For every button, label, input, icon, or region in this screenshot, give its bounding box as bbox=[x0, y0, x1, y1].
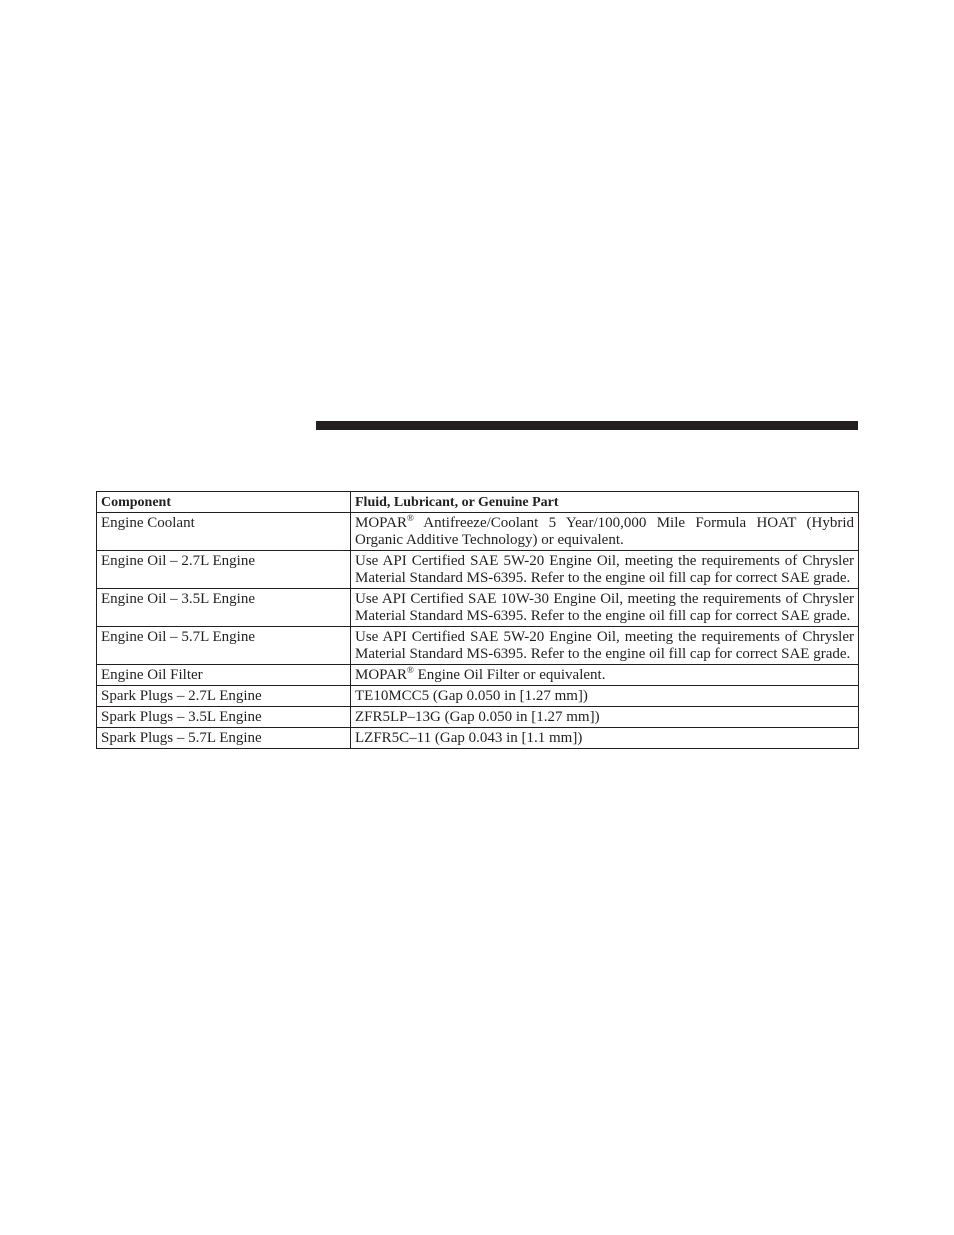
table-row bbox=[97, 707, 859, 728]
part-cell: Use API Certified SAE 5W-20 Engine Oil, meeting the requirements of Chrysler Material Standard MS-6395. Refer to the engine oil fill cap for correct SAE grade. bbox=[351, 627, 859, 665]
table-row bbox=[97, 589, 859, 627]
table-row bbox=[97, 551, 859, 589]
component-cell: Engine Oil – 2.7L Engine bbox=[97, 551, 351, 589]
registered-mark: ® bbox=[406, 513, 414, 523]
component-cell: Engine Oil – 5.7L Engine bbox=[97, 627, 351, 665]
table-row bbox=[97, 686, 859, 707]
part-cell: ZFR5LP–13G (Gap 0.050 in [1.27 mm]) bbox=[351, 707, 859, 728]
part-cell: Use API Certified SAE 10W-30 Engine Oil, meeting the requirements of Chrysler Material Standard MS-6395. Refer to the engine oil fill cap for correct SAE grade. bbox=[351, 589, 859, 627]
section-header-rule bbox=[316, 421, 858, 430]
part-cell: MOPAR® Antifreeze/Coolant 5 Year/100,000 Mile Formula HOAT (Hybrid Organic Additive Technology) or equivalent. bbox=[351, 513, 859, 551]
component-cell: Engine Oil Filter bbox=[97, 665, 351, 686]
part-cell: Use API Certified SAE 5W-20 Engine Oil, meeting the requirements of Chrysler Material Standard MS-6395. Refer to the engine oil fill cap for correct SAE grade. bbox=[351, 551, 859, 589]
registered-mark: ® bbox=[406, 665, 414, 675]
part-cell: LZFR5C–11 (Gap 0.043 in [1.1 mm]) bbox=[351, 728, 859, 749]
component-cell: Engine Oil – 3.5L Engine bbox=[97, 589, 351, 627]
table-row bbox=[97, 665, 859, 686]
component-cell: Spark Plugs – 5.7L Engine bbox=[97, 728, 351, 749]
column-header-part: Fluid, Lubricant, or Genuine Part bbox=[351, 492, 859, 513]
table-row bbox=[97, 627, 859, 665]
fluids-lubricants-table bbox=[96, 491, 859, 749]
table-row bbox=[97, 728, 859, 749]
component-cell: Engine Coolant bbox=[97, 513, 351, 551]
table-header-row bbox=[97, 492, 859, 513]
column-header-component: Component bbox=[97, 492, 351, 513]
component-cell: Spark Plugs – 3.5L Engine bbox=[97, 707, 351, 728]
table-row bbox=[97, 513, 859, 551]
part-cell: MOPAR® Engine Oil Filter or equivalent. bbox=[351, 665, 859, 686]
component-cell: Spark Plugs – 2.7L Engine bbox=[97, 686, 351, 707]
part-cell: TE10MCC5 (Gap 0.050 in [1.27 mm]) bbox=[351, 686, 859, 707]
